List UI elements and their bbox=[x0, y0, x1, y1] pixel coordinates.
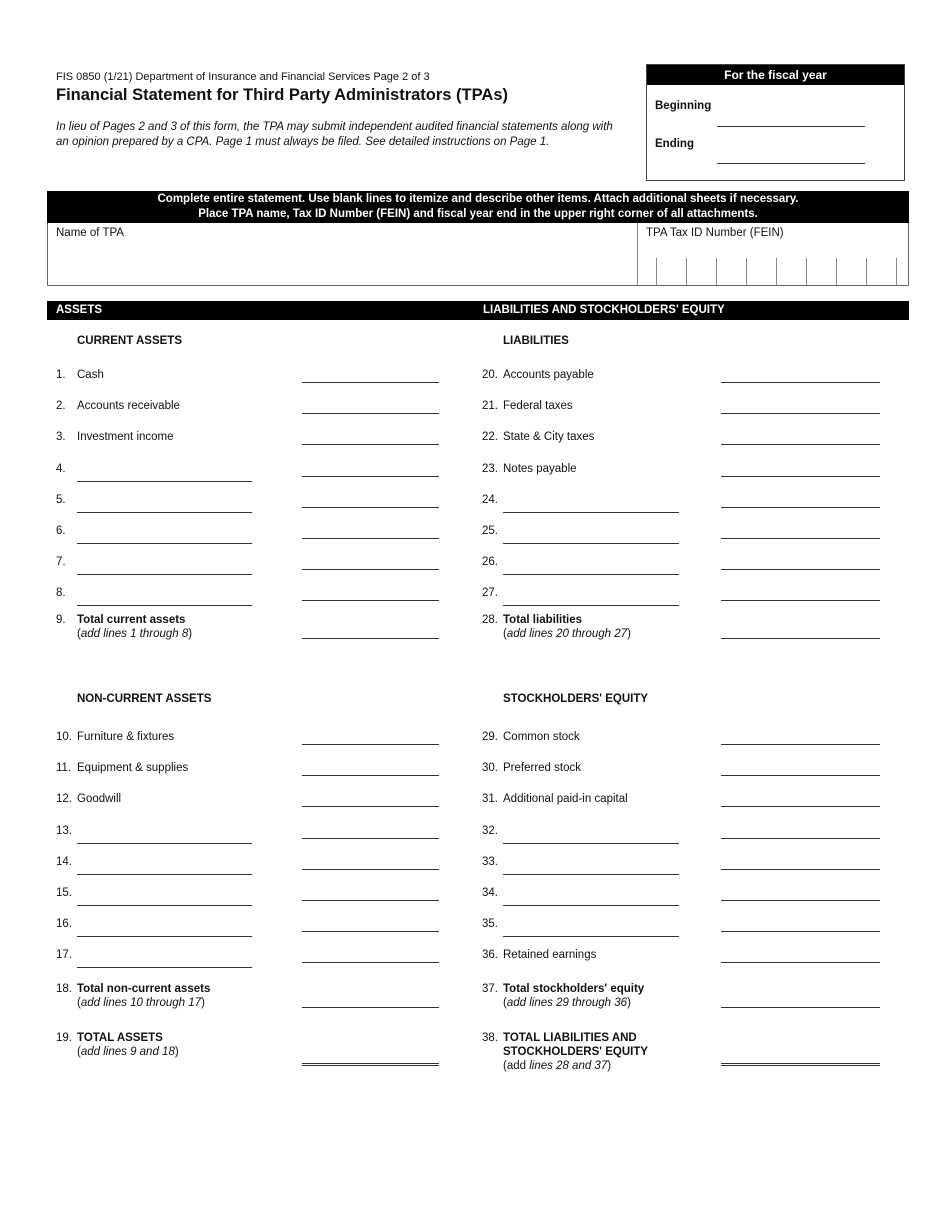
equity-line-number: 29. bbox=[482, 731, 498, 743]
total-liabilities-note bbox=[503, 628, 631, 640]
equity-description-field[interactable] bbox=[503, 843, 679, 844]
total-noncurrent-assets-note-text: add lines 10 through 17 bbox=[80, 997, 202, 1009]
liability-description-field[interactable] bbox=[503, 574, 679, 575]
fein-digit-box[interactable] bbox=[866, 258, 896, 285]
total-noncurrent-assets-amount-field[interactable] bbox=[302, 1007, 439, 1008]
noncurrent-asset-line-number: 16. bbox=[56, 918, 72, 931]
total-liabilities-note-open: ( bbox=[503, 628, 507, 640]
current-asset-line-number: 4. bbox=[56, 462, 66, 475]
fiscal-year-title: For the fiscal year bbox=[647, 65, 904, 85]
current-asset-line-number: 8. bbox=[56, 587, 66, 600]
liability-amount-field[interactable] bbox=[721, 507, 880, 508]
total-current-assets-amount-field[interactable] bbox=[302, 638, 439, 639]
current-asset-line-number: 1. bbox=[56, 369, 66, 381]
total-assets-note-open: ( bbox=[77, 1046, 81, 1058]
total-assets-line-number: 19. bbox=[56, 1032, 72, 1044]
total-liabilities-line-number: 28. bbox=[482, 614, 498, 626]
instructions-line-1: Complete entire statement. Use blank lines to itemize and describe other items. Attach additional sheets if necessary. bbox=[157, 193, 799, 205]
equity-line-label: Preferred stock bbox=[503, 762, 581, 775]
equity-line-label: Retained earnings bbox=[503, 949, 597, 962]
grand-total-note-open: (add bbox=[503, 1060, 530, 1072]
liability-line-number: 20. bbox=[482, 369, 498, 381]
noncurrent-asset-line-number: 15. bbox=[56, 887, 72, 899]
liability-description-field[interactable] bbox=[503, 512, 679, 513]
total-noncurrent-assets-line-number: 18. bbox=[56, 983, 72, 995]
noncurrent-asset-line-label: Furniture & fixtures bbox=[77, 731, 175, 743]
instructions-banner bbox=[47, 191, 909, 223]
current-asset-amount-field[interactable] bbox=[302, 476, 439, 477]
noncurrent-asset-amount-field[interactable] bbox=[302, 931, 439, 932]
equity-description-field[interactable] bbox=[503, 874, 679, 875]
grand-total-line-number: 38. bbox=[482, 1032, 498, 1044]
equity-line-label: Additional paid-in capital bbox=[503, 793, 628, 806]
liability-amount-field[interactable] bbox=[721, 444, 880, 445]
equity-line-number: 30. bbox=[482, 762, 498, 775]
liability-line-number: 27. bbox=[482, 587, 498, 600]
total-equity-note-open: ( bbox=[503, 997, 507, 1009]
noncurrent-asset-description-field[interactable] bbox=[77, 936, 252, 937]
liability-line-label: Accounts payable bbox=[503, 369, 594, 381]
total-current-assets-note bbox=[77, 628, 192, 640]
noncurrent-asset-line-label: Equipment & supplies bbox=[77, 762, 189, 775]
total-equity-note-text: add lines 29 through 36 bbox=[506, 997, 628, 1009]
grand-total-label-1: TOTAL LIABILITIES AND bbox=[503, 1032, 637, 1044]
total-equity-label: Total stockholders' equity bbox=[503, 983, 645, 995]
current-asset-amount-field[interactable] bbox=[302, 600, 439, 601]
page-title: Financial Statement for Third Party Administrators (TPAs) bbox=[56, 86, 508, 104]
fein-digit-box[interactable] bbox=[716, 258, 746, 285]
noncurrent-asset-description-field[interactable] bbox=[77, 967, 252, 968]
fiscal-year-beginning-field[interactable] bbox=[717, 115, 865, 127]
liability-description-field[interactable] bbox=[503, 543, 679, 544]
liability-description-field[interactable] bbox=[503, 605, 679, 606]
total-current-assets-label: Total current assets bbox=[77, 614, 186, 626]
fein-digit-box[interactable] bbox=[656, 258, 686, 285]
current-asset-description-field[interactable] bbox=[77, 512, 252, 513]
noncurrent-asset-amount-field[interactable] bbox=[302, 962, 439, 963]
fein-digit-box[interactable] bbox=[896, 258, 926, 285]
noncurrent-asset-line-number: 13. bbox=[56, 824, 72, 837]
equity-amount-field[interactable] bbox=[721, 900, 880, 901]
current-asset-description-field[interactable] bbox=[77, 481, 252, 482]
current-asset-line-number: 7. bbox=[56, 556, 66, 569]
noncurrent-asset-description-field[interactable] bbox=[77, 874, 252, 875]
liability-line-label: Federal taxes bbox=[503, 400, 573, 413]
total-liabilities-note-close: ) bbox=[627, 628, 631, 640]
tpa-name-label: Name of TPA bbox=[56, 227, 124, 239]
equity-amount-field[interactable] bbox=[721, 962, 880, 963]
current-asset-description-field[interactable] bbox=[77, 543, 252, 544]
current-asset-line-number: 5. bbox=[56, 493, 66, 506]
fein-digit-box[interactable] bbox=[806, 258, 836, 285]
total-noncurrent-assets-note-open: ( bbox=[77, 997, 81, 1009]
fiscal-year-ending-label: Ending bbox=[655, 138, 694, 150]
current-assets-heading: CURRENT ASSETS bbox=[77, 335, 182, 347]
equity-line-number: 33. bbox=[482, 855, 498, 868]
total-current-assets-note-open: ( bbox=[77, 628, 81, 640]
liability-amount-field[interactable] bbox=[721, 476, 880, 477]
liabilities-equity-heading: LIABILITIES AND STOCKHOLDERS' EQUITY bbox=[483, 304, 725, 316]
equity-line-number: 32. bbox=[482, 824, 498, 837]
liability-amount-field[interactable] bbox=[721, 538, 880, 539]
noncurrent-asset-amount-field[interactable] bbox=[302, 806, 439, 807]
total-noncurrent-assets-label: Total non-current assets bbox=[77, 983, 211, 995]
noncurrent-asset-line-number: 11. bbox=[56, 762, 72, 775]
current-asset-line-label: Cash bbox=[77, 369, 104, 381]
fein-area bbox=[637, 223, 909, 285]
fein-digit-box[interactable] bbox=[776, 258, 806, 285]
liability-line-number: 23. bbox=[482, 462, 498, 475]
total-noncurrent-assets-note bbox=[77, 997, 205, 1009]
fein-digit-box[interactable] bbox=[746, 258, 776, 285]
noncurrent-asset-amount-field[interactable] bbox=[302, 775, 439, 776]
liability-line-number: 22. bbox=[482, 431, 498, 444]
form-id: FIS 0850 (1/21) Department of Insurance and Financial Services Page 2 of 3 bbox=[56, 71, 430, 83]
grand-total-note bbox=[503, 1060, 611, 1072]
total-assets-note bbox=[77, 1046, 179, 1058]
section-bar bbox=[47, 301, 909, 320]
equity-line-number: 34. bbox=[482, 887, 498, 899]
total-equity-note bbox=[503, 997, 631, 1009]
fein-digit-box[interactable] bbox=[836, 258, 866, 285]
noncurrent-asset-description-field[interactable] bbox=[77, 905, 252, 906]
current-asset-amount-field[interactable] bbox=[302, 538, 439, 539]
current-asset-amount-field[interactable] bbox=[302, 569, 439, 570]
identification-box bbox=[47, 223, 909, 286]
equity-line-label: Common stock bbox=[503, 731, 580, 743]
grand-total-label-2: STOCKHOLDERS' EQUITY bbox=[503, 1046, 649, 1058]
current-asset-description-field[interactable] bbox=[77, 574, 252, 575]
total-equity-amount-field[interactable] bbox=[721, 1007, 880, 1008]
noncurrent-asset-description-field[interactable] bbox=[77, 843, 252, 844]
liability-amount-field[interactable] bbox=[721, 600, 880, 601]
equity-line-number: 31. bbox=[482, 793, 498, 806]
equity-amount-field[interactable] bbox=[721, 869, 880, 870]
noncurrent-asset-amount-field[interactable] bbox=[302, 869, 439, 870]
total-assets-amount-field[interactable] bbox=[302, 1063, 439, 1066]
current-asset-amount-field[interactable] bbox=[302, 382, 439, 383]
tpa-name-field[interactable] bbox=[56, 247, 626, 281]
liability-amount-field[interactable] bbox=[721, 413, 880, 414]
total-current-assets-note-text: add lines 1 through 8 bbox=[80, 628, 189, 640]
total-current-assets-line-number: 9. bbox=[56, 614, 66, 626]
fiscal-year-beginning-label: Beginning bbox=[655, 100, 712, 112]
fein-label: TPA Tax ID Number (FEIN) bbox=[646, 227, 784, 239]
equity-line-number: 35. bbox=[482, 918, 498, 931]
fiscal-year-ending-field[interactable] bbox=[717, 152, 865, 164]
equity-amount-field[interactable] bbox=[721, 744, 880, 745]
grand-total-note-close: ) bbox=[607, 1060, 612, 1072]
total-noncurrent-assets-note-close: ) bbox=[201, 997, 205, 1009]
liability-line-number: 26. bbox=[482, 556, 498, 569]
current-asset-amount-field[interactable] bbox=[302, 413, 439, 414]
liability-line-label: Notes payable bbox=[503, 462, 577, 475]
noncurrent-asset-amount-field[interactable] bbox=[302, 900, 439, 901]
noncurrent-asset-line-label: Goodwill bbox=[77, 793, 122, 806]
equity-description-field[interactable] bbox=[503, 936, 679, 937]
noncurrent-asset-line-number: 10. bbox=[56, 731, 72, 743]
total-equity-note-close: ) bbox=[627, 997, 631, 1009]
assets-heading: ASSETS bbox=[56, 304, 103, 316]
equity-amount-field[interactable] bbox=[721, 775, 880, 776]
liability-amount-field[interactable] bbox=[721, 382, 880, 383]
equity-amount-field[interactable] bbox=[721, 838, 880, 839]
fein-digit-box[interactable] bbox=[686, 258, 716, 285]
current-asset-amount-field[interactable] bbox=[302, 507, 439, 508]
current-asset-line-label: Investment income bbox=[77, 431, 174, 444]
current-asset-amount-field[interactable] bbox=[302, 444, 439, 445]
total-equity-line-number: 37. bbox=[482, 983, 498, 995]
current-asset-line-number: 2. bbox=[56, 400, 66, 413]
instructions-line-2: Place TPA name, Tax ID Number (FEIN) and fiscal year end in the upper right corner of all attachments. bbox=[198, 208, 758, 220]
total-assets-note-close: ) bbox=[174, 1046, 179, 1058]
liability-line-number: 24. bbox=[482, 493, 498, 506]
noncurrent-asset-amount-field[interactable] bbox=[302, 838, 439, 839]
equity-heading: STOCKHOLDERS' EQUITY bbox=[503, 693, 649, 705]
total-current-assets-note-close: ) bbox=[188, 628, 193, 640]
noncurrent-asset-amount-field[interactable] bbox=[302, 744, 439, 745]
equity-line-number: 36. bbox=[482, 949, 498, 962]
noncurrent-assets-heading: NON-CURRENT ASSETS bbox=[77, 693, 212, 705]
noncurrent-asset-line-number: 12. bbox=[56, 793, 72, 806]
grand-total-note-text: lines 28 and 37 bbox=[529, 1060, 608, 1072]
equity-description-field[interactable] bbox=[503, 905, 679, 906]
equity-amount-field[interactable] bbox=[721, 806, 880, 807]
noncurrent-asset-line-number: 17. bbox=[56, 949, 72, 962]
liabilities-heading: LIABILITIES bbox=[503, 335, 569, 347]
liability-line-number: 25. bbox=[482, 525, 498, 537]
current-asset-line-number: 6. bbox=[56, 525, 66, 537]
current-asset-description-field[interactable] bbox=[77, 605, 252, 606]
total-liabilities-amount-field[interactable] bbox=[721, 638, 880, 639]
fiscal-year-box bbox=[646, 64, 905, 181]
intro-text: In lieu of Pages 2 and 3 of this form, the TPA may submit independent audited financial statements along with an opinion prepared by a CPA. Page 1 must always be filed. See detailed instructions on Page 1. bbox=[56, 121, 613, 148]
total-assets-note-text: add lines 9 and 18 bbox=[80, 1046, 175, 1058]
grand-total-amount-field[interactable] bbox=[721, 1063, 880, 1066]
liability-line-label: State & City taxes bbox=[503, 431, 595, 444]
total-assets-label: TOTAL ASSETS bbox=[77, 1032, 163, 1044]
total-liabilities-note-text: add lines 20 through 27 bbox=[506, 628, 628, 640]
total-liabilities-label: Total liabilities bbox=[503, 614, 583, 626]
current-asset-line-label: Accounts receivable bbox=[77, 400, 180, 413]
current-asset-line-number: 3. bbox=[56, 431, 66, 444]
liability-line-number: 21. bbox=[482, 400, 498, 413]
noncurrent-asset-line-number: 14. bbox=[56, 855, 72, 868]
liability-amount-field[interactable] bbox=[721, 569, 880, 570]
equity-amount-field[interactable] bbox=[721, 931, 880, 932]
